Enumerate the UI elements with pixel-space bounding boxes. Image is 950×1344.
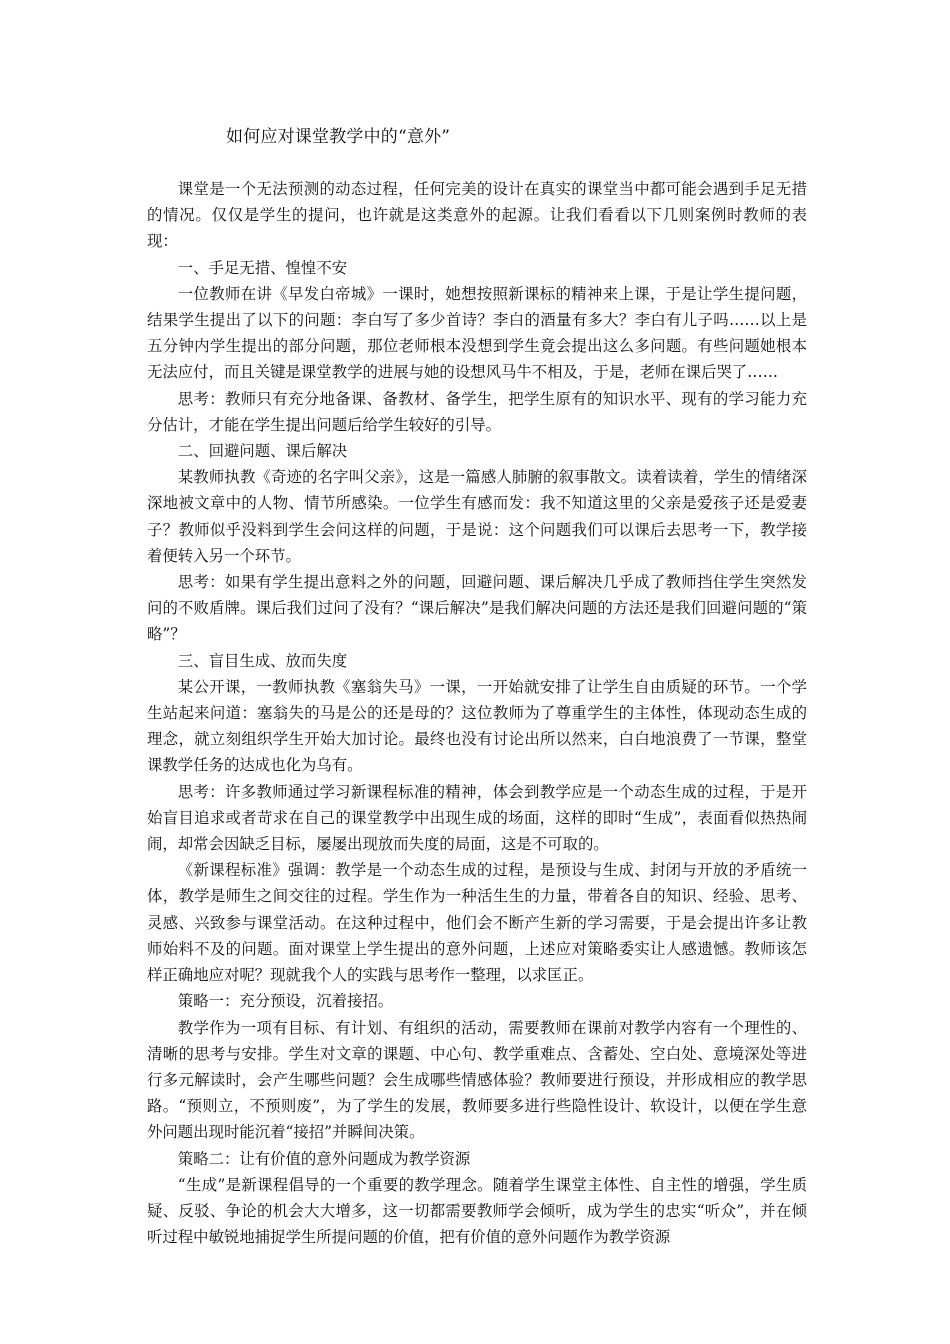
case-paragraph-2: 某教师执教《奇迹的名字叫父亲》，这是一篇感人肺腑的叙事散文。读着读着，学生的情绪深深地被文章中的人物、情节所感染。一位学生有感而发：我不知道这里的父亲是爱孩子还是爱妻子？教师似乎没料到学生会问这样的问题，于是说：这个问题我们可以课后去思考一下，教学接着便转入另一个环节。 (147, 468, 807, 565)
document-body (147, 176, 807, 1250)
reflection-paragraph-3: 思考：许多教师通过学习新课程标准的精神，体会到教学应是一个动态生成的过程，于是开始盲目追求或者苛求在自己的课堂教学中出现生成的场面，这样的即时“生成”，表面看似热热闹闹，却常会因缺乏目标，屡屡出现放而失度的局面，这是不可取的。 (147, 782, 807, 854)
case-paragraph-3: 某公开课，一教师执教《塞翁失马》一课，一开始就安排了让学生自由质疑的环节。一个学生站起来问道：塞翁失的马是公的还是母的？这位教师为了尊重学生的主体性，体现动态生成的理念，就立刻组织学生开始大加讨论。最终也没有讨论出所以然来，白白地浪费了一节课，整堂课教学任务的达成也化为乌有。 (147, 677, 807, 775)
intro-paragraph: 课堂是一个无法预测的动态过程，任何完美的设计在真实的课堂当中都可能会遇到手足无措的情况。仅仅是学生的提问，也许就是这类意外的起源。让我们看看以下几则案例时教师的表现： (147, 180, 807, 251)
reflection-paragraph-1: 思考：教师只有充分地备课、备教材、备学生，把学生原有的知识水平、现有的学习能力充分估计，才能在学生提出问题后给学生较好的引导。 (147, 389, 807, 434)
case-paragraph-1: 一位教师在讲《早发白帝城》一课时，她想按照新课标的精神来上课，于是让学生提问题，结果学生提出了以下的问题：李白写了多少首诗？李白的酒量有多大？李白有儿子吗……以上是五分钟内学生提出的部分问题，那位老师根本没想到学生竟会提出这么多问题。有些问题她根本无法应付，而且关键是课堂教学的进展与她的设想风马牛不相及，于是，老师在课后哭了…… (147, 284, 807, 382)
strategy-paragraph-2: “生成”是新课程倡导的一个重要的教学理念。随着学生课堂主体性、自主性的增强，学生质疑、反驳、争论的机会大大增多，这一切都需要教师学会倾听，成为学生的忠实“听众”，并在倾听过程中敏锐地捕捉学生所提问题的价值，把有价值的意外问题作为教学资源 (147, 1175, 807, 1247)
section-heading-3: 三、盲目生成、放而失度 (177, 651, 348, 670)
reflection-paragraph-2: 思考：如果有学生提出意料之外的问题，回避问题、课后解决几乎成了教师挡住学生突然发问的不败盾牌。课后我们过问了没有？“课后解决”是我们解决问题的方法还是我们回避问题的“策略”？ (147, 573, 807, 644)
strategy-paragraph-1: 教学作为一项有目标、有计划、有组织的活动，需要教师在课前对教学内容有一个理性的、清晰的思考与安排。学生对文章的课题、中心句、教学重难点、含蓄处、空白处、意境深处等进行多元解读时，会产生哪些问题？会生成哪些情感体验？教师要进行预设，并形成相应的教学思路。“预则立，不预则废”，为了学生的发展，教师要多进行些隐性设计、软设计，以便在学生意外问题出现时能沉着“接招”并瞬间决策。 (147, 1018, 807, 1142)
standard-paragraph: 《新课程标准》强调：教学是一个动态生成的过程，是预设与生成、封闭与开放的矛盾统一体，教学是师生之间交往的过程。学生作为一种活生生的力量，带着各自的知识、经验、思考、灵感、兴致参与课堂活动。在这种过程中，他们会不断产生新的学习需要，于是会提出许多让教师始料不及的问题。面对课堂上学生提出的意外问题，上述应对策略委实让人感遗憾。教师该怎样正确地应对呢？现就我个人的实践与思考作一整理，以求匡正。 (147, 861, 807, 985)
document-title: 如何应对课堂教学中的“意外” (226, 127, 451, 147)
section-heading-2: 二、回避问题、课后解决 (177, 442, 348, 461)
section-heading-1: 一、手足无措、惶惶不安 (177, 258, 348, 277)
strategy-heading-2: 策略二：让有价值的意外问题成为教学资源 (177, 1149, 471, 1168)
strategy-heading-1: 策略一：充分预设，沉着接招。 (177, 992, 394, 1011)
